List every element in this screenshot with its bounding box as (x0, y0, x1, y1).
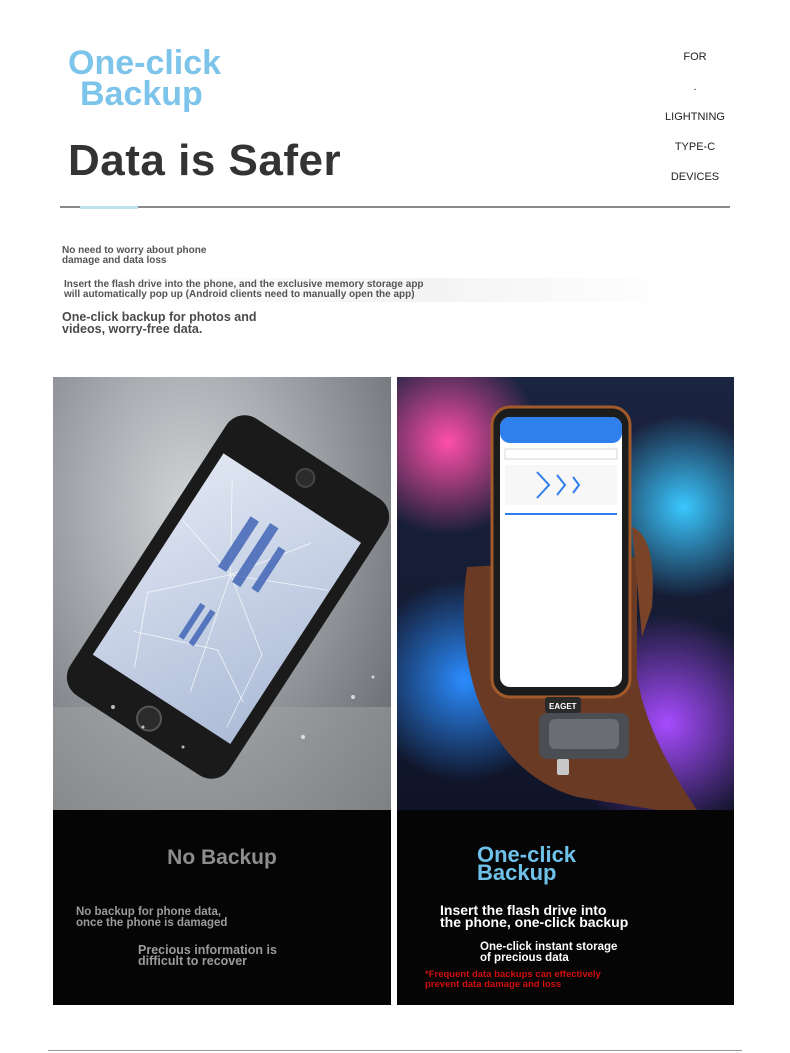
oneclick-line2: Backup (80, 75, 203, 113)
device-label-lightning: LIGHTNING (665, 111, 725, 123)
description-oneclick-photos: One-click backup for photos and videos, worry-free data. (62, 310, 257, 336)
header-divider-accent (80, 206, 138, 209)
no-backup-text-damage: No backup for phone data, once the phone is damaged (76, 906, 228, 929)
caption-oneclick-backup (397, 810, 734, 1005)
headline-block (60, 40, 620, 200)
device-label-dot: . (693, 81, 697, 93)
phone-with-drive-illustration (397, 377, 734, 810)
description-insert-drive: Insert the flash drive into the phone, and the exclusive memory storage app will automatically pop up (Android clients need to manually open the app) (62, 278, 682, 302)
device-label-for: FOR (683, 51, 707, 63)
broken-phone-photo (53, 377, 391, 810)
oneclick-backup-heading (68, 44, 222, 113)
caption-no-backup (53, 810, 391, 1005)
page-title: Data is Safer (68, 136, 342, 185)
oneclick-line1: One-click (68, 44, 222, 82)
header-divider (60, 206, 730, 208)
drive-brand-label: EAGET (549, 702, 577, 711)
oneclick-text-warning: *Frequent data backups can effectively prevent data damage and loss (425, 969, 601, 990)
phone-with-drive-photo (397, 377, 734, 810)
broken-phone-illustration (53, 377, 391, 810)
device-compatibility-list (650, 46, 740, 196)
oneclick-text-insert: Insert the flash drive into the phone, one-click backup (440, 902, 629, 930)
device-label-devices: DEVICES (670, 171, 720, 183)
oneclick-backup-title: One-click Backup (477, 842, 577, 885)
panel-oneclick-backup (397, 377, 734, 1005)
description-worry-free: No need to worry about phone damage and data loss (62, 245, 207, 266)
footer-divider (48, 1050, 742, 1051)
panel-no-backup (53, 377, 391, 1005)
no-backup-text-recover: Precious information is difficult to recover (138, 943, 277, 968)
device-label-typec: TYPE-C (674, 141, 716, 153)
oneclick-text-storage: One-click instant storage of precious data (480, 941, 618, 964)
no-backup-title: No Backup (167, 846, 277, 869)
